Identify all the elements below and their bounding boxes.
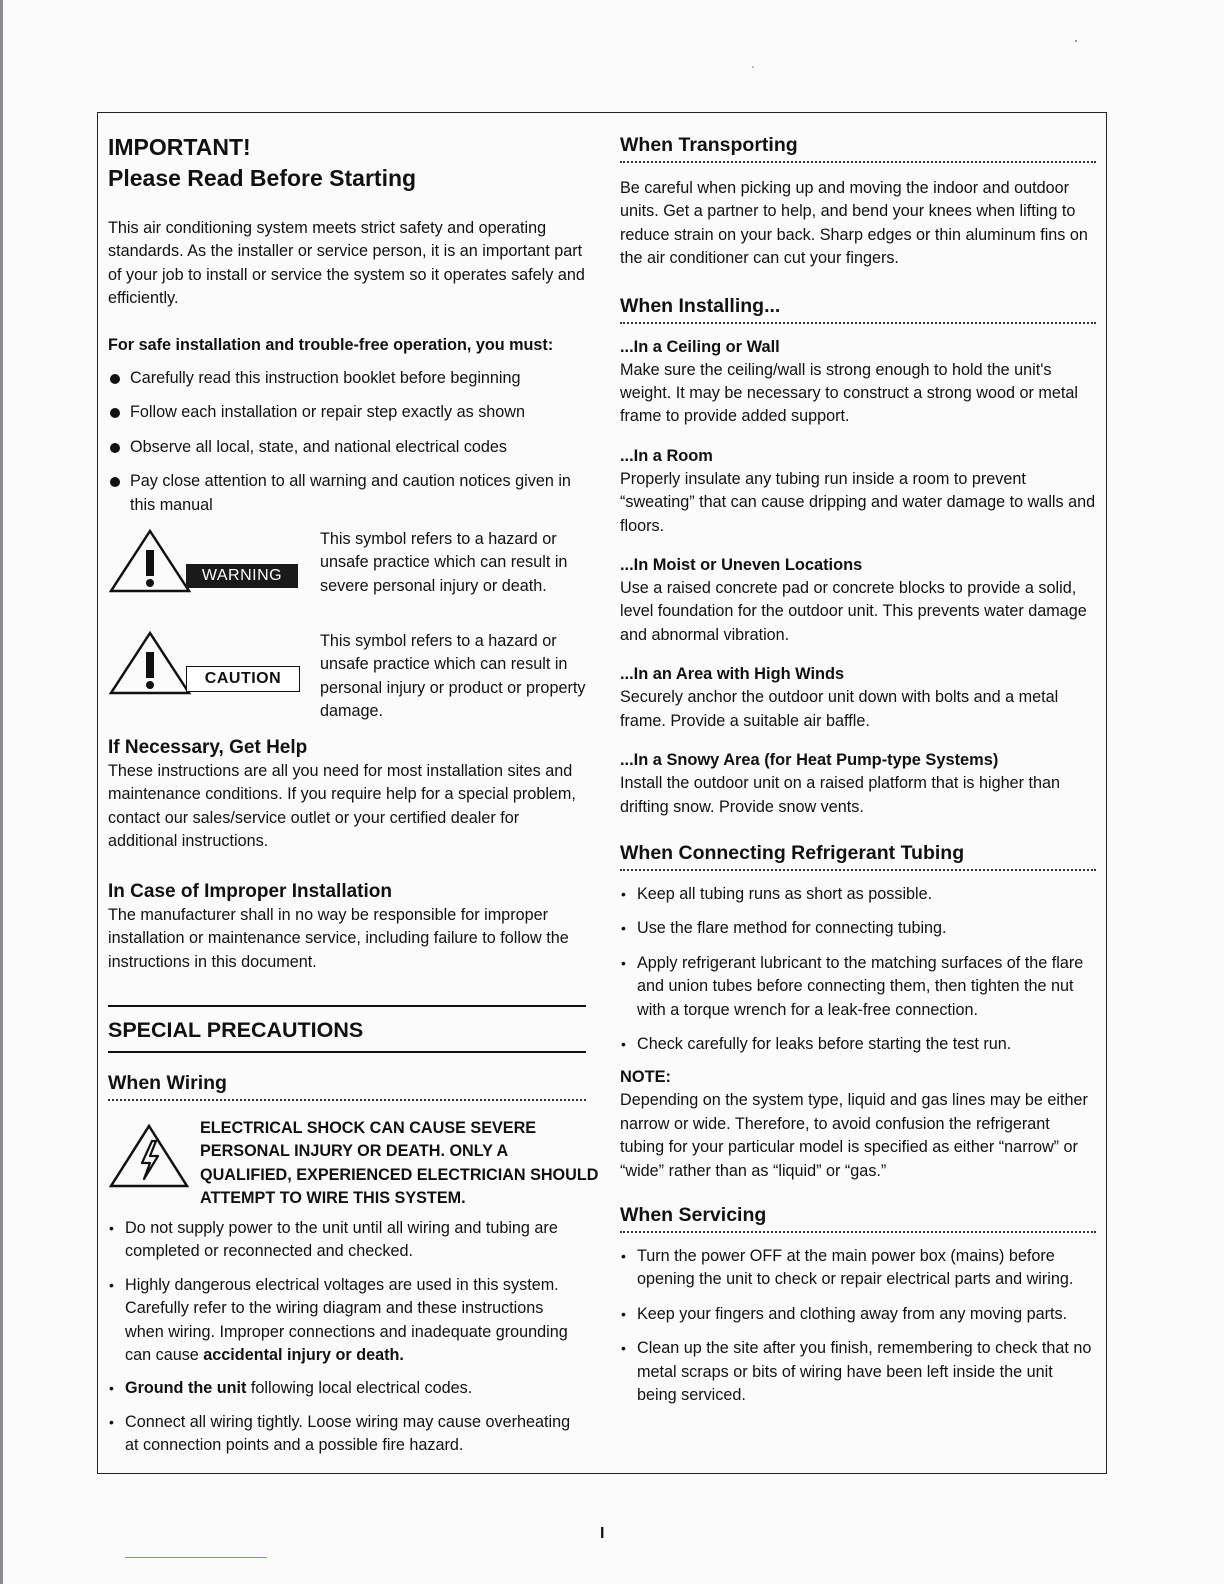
moist-subheading: ...In Moist or Uneven Locations <box>620 556 863 575</box>
list-item: • Use the flare method for connecting tubing. <box>620 917 1096 940</box>
list-item <box>108 1274 586 1368</box>
wiring-item2-text: Highly dangerous electrical voltages are used in this system. Carefully refer to the wiring diagram and these instructions when wiring. Improper connections and inadequate grounding can cause <box>125 1275 568 1364</box>
note-label: NOTE: <box>620 1068 671 1087</box>
list-item: • Clean up the site after you finish, remembering to check that no metal scraps or bits of wiring have been left inside the unit being serviced. <box>620 1337 1096 1407</box>
tubing-list <box>620 883 1096 1056</box>
improper-heading: In Case of Improper Installation <box>108 880 392 902</box>
room-subheading: ...In a Room <box>620 446 713 465</box>
snow-paragraph: Install the outdoor unit on a raised platform that is higher than drifting snow. Provide snow vents. <box>620 774 1061 816</box>
wiring-heading: When Wiring <box>108 1071 586 1101</box>
important-subtitle: Please Read Before Starting <box>108 165 417 191</box>
list-item: Carefully read this instruction booklet before beginning <box>108 367 586 390</box>
ceiling-paragraph: Make sure the ceiling/wall is strong enough to hold the unit's weight. It may be necessary to construct a strong wood or metal frame to provide added support. <box>620 360 1078 426</box>
wind-paragraph: Securely anchor the outdoor unit down with bolts and a metal frame. Provide a suitable air baffle. <box>620 688 1059 730</box>
must-list <box>108 367 586 517</box>
caution-triangle-icon <box>108 630 192 696</box>
transporting-heading: When Transporting <box>620 133 1096 163</box>
warning-triangle-icon <box>108 528 192 594</box>
list-item: • Connect all wiring tightly. Loose wiring may cause overheating at connection points and a possible fire hazard. <box>108 1411 586 1458</box>
tubing-heading: When Connecting Refrigerant Tubing <box>620 841 1096 871</box>
shock-warning-row <box>108 1113 599 1209</box>
list-item: Observe all local, state, and national electrical codes <box>108 436 586 459</box>
list-item: Follow each installation or repair step exactly as shown <box>108 401 586 424</box>
moist-paragraph: Use a raised concrete pad or concrete blocks to provide a solid, level foundation for the outdoor unit. This prevents water damage and abnormal vibration. <box>620 579 1087 644</box>
scan-speck <box>752 66 754 68</box>
warning-symbol-row <box>108 528 586 624</box>
important-title: IMPORTANT! <box>108 134 251 160</box>
wiring-item3-text: following local electrical codes. <box>246 1379 473 1398</box>
scanner-edge <box>0 0 3 1584</box>
wind-subheading: ...In an Area with High Winds <box>620 665 845 684</box>
note-paragraph: Depending on the system type, liquid and gas lines may be either narrow or wide. Therefore, to avoid confusion the refrigerant tubing for your particular model is specified as either “narrow” or “wide” rather than as “liquid” or “gas.” <box>620 1091 1088 1180</box>
improper-paragraph: The manufacturer shall in no way be responsible for improper installation or maintenance service, including failure to follow the instructions in this document. <box>108 905 569 971</box>
intro-paragraph: This air conditioning system meets strict safety and operating standards. As the installer or service person, it is an important part of your job to install or service the system so it operates safely and efficiently. <box>108 219 585 308</box>
caution-description: This symbol refers to a hazard or unsafe practice which can result in personal injury or product or property damage. <box>320 632 586 721</box>
wiring-item2-bold: accidental injury or death. <box>203 1345 404 1364</box>
list-item: • Do not supply power to the unit until all wiring and tubing are completed or reconnected and checked. <box>108 1217 586 1264</box>
list-item: • Turn the power OFF at the main power box (mains) before opening the unit to check or repair electrical parts and wiring. <box>620 1245 1096 1292</box>
shock-warning-text: ELECTRICAL SHOCK CAN CAUSE SEVERE PERSONAL INJURY OR DEATH. ONLY A QUALIFIED, EXPERIENCED ELECTRICIAN SHOULD ATTEMPT TO WIRE THIS SYSTEM. <box>200 1118 599 1208</box>
divider <box>108 1005 586 1007</box>
list-item: • Keep all tubing runs as short as possible. <box>620 883 1096 906</box>
special-precautions-heading: SPECIAL PRECAUTIONS <box>108 1017 364 1042</box>
installing-heading: When Installing... <box>620 294 1096 324</box>
left-column <box>108 113 599 1458</box>
transporting-paragraph: Be careful when picking up and moving the indoor and outdoor units. Get a partner to help, and bend your knees when lifting to reduce strain on your back. Sharp edges or thin aluminum fins on the air conditioner can cut your fingers. <box>620 179 1088 268</box>
warning-description: This symbol refers to a hazard or unsafe practice which can result in severe personal injury or death. <box>320 530 568 595</box>
help-heading: If Necessary, Get Help <box>108 737 308 759</box>
footer-rule <box>125 1557 267 1558</box>
page-number: I <box>600 1525 605 1542</box>
scan-speck <box>1075 40 1077 42</box>
room-paragraph: Properly insulate any tubing run inside a room to prevent “sweating” that can cause dripping and water damage to walls and floors. <box>620 469 1096 535</box>
content-frame <box>97 112 1107 1474</box>
warning-label: WARNING <box>186 564 298 588</box>
must-heading: For safe installation and trouble-free operation, you must: <box>108 335 554 354</box>
list-item: • Apply refrigerant lubricant to the matching surfaces of the flare and union tubes before connecting them, then tighten the nut with a torque wrench for a leak-free connection. <box>620 952 1096 1022</box>
right-column <box>620 113 1096 1407</box>
divider <box>108 1051 586 1053</box>
wiring-item3-bold: Ground the unit <box>125 1379 247 1398</box>
snow-subheading: ...In a Snowy Area (for Heat Pump-type Systems) <box>620 751 999 770</box>
list-item: Pay close attention to all warning and caution notices given in this manual <box>108 470 586 517</box>
list-item <box>108 1377 586 1400</box>
list-item: • Keep your fingers and clothing away from any moving parts. <box>620 1303 1096 1326</box>
wiring-list <box>108 1217 586 1458</box>
list-item: • Check carefully for leaks before starting the test run. <box>620 1033 1096 1056</box>
servicing-list <box>620 1245 1096 1407</box>
caution-symbol-row <box>108 630 586 726</box>
ceiling-subheading: ...In a Ceiling or Wall <box>620 337 780 356</box>
servicing-heading: When Servicing <box>620 1203 1096 1233</box>
caution-label: CAUTION <box>186 666 300 692</box>
help-paragraph: These instructions are all you need for most installation sites and maintenance conditions. If you require help for a special problem, contact our sales/service outlet or your certified dealer for additional instructions. <box>108 762 576 851</box>
electric-shock-icon <box>108 1123 190 1189</box>
